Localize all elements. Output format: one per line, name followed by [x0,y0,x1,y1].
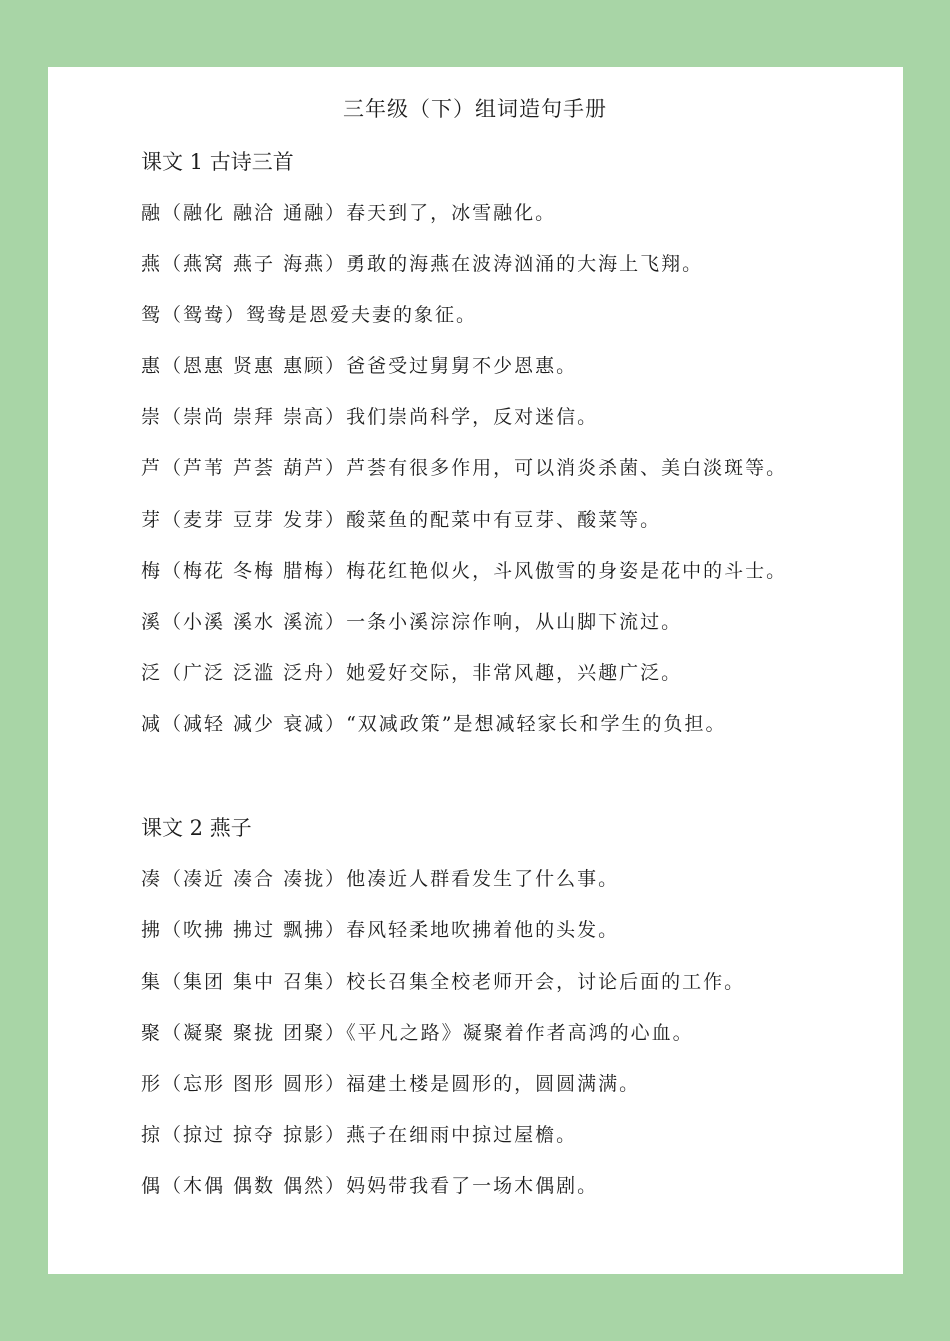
word-entry: 融（融化 融洽 通融）春天到了，冰雪融化。 [141,202,557,224]
section-heading-1: 课文 1 古诗三首 [141,150,294,174]
word-entry: 鸳（鸳鸯）鸳鸯是恩爱夫妻的象征。 [141,304,478,326]
word-entry: 惠（恩惠 贤惠 惠顾）爸爸受过舅舅不少恩惠。 [141,355,578,377]
section-heading-2: 课文 2 燕子 [141,816,252,840]
word-entry: 燕（燕窝 燕子 海燕）勇敢的海燕在波涛汹涌的大海上飞翔。 [141,253,704,275]
word-entry: 掠（掠过 掠夺 掠影）燕子在细雨中掠过屋檐。 [141,1124,578,1146]
word-entry: 芽（麦芽 豆芽 发芽）酸菜鱼的配菜中有豆芽、酸菜等。 [141,509,662,531]
word-entry: 凑（凑近 凑合 凑拢）他凑近人群看发生了什么事。 [141,868,620,890]
word-entry: 溪（小溪 溪水 溪流）一条小溪淙淙作响，从山脚下流过。 [141,611,683,633]
word-entry: 形（忘形 图形 圆形）福建土楼是圆形的，圆圆满满。 [141,1073,641,1095]
word-entry: 偶（木偶 偶数 偶然）妈妈带我看了一场木偶剧。 [141,1175,599,1197]
word-entry: 集（集团 集中 召集）校长召集全校老师开会，讨论后面的工作。 [141,971,746,993]
word-entry: 崇（崇尚 崇拜 崇高）我们崇尚科学，反对迷信。 [141,406,599,428]
word-entry: 泛（广泛 泛滥 泛舟）她爱好交际，非常风趣，兴趣广泛。 [141,662,683,684]
page-title: 三年级（下）组词造句手册 [343,97,607,121]
word-entry: 聚（凝聚 聚拢 团聚）《平凡之路》凝聚着作者高鸿的心血。 [141,1022,694,1044]
word-entry: 芦（芦苇 芦荟 葫芦）芦荟有很多作用，可以消炎杀菌、美白淡斑等。 [141,457,788,479]
word-entry: 梅（梅花 冬梅 腊梅）梅花红艳似火，斗风傲雪的身姿是花中的斗士。 [141,560,788,582]
word-entry: 减（减轻 减少 衰减）“双减政策”是想减轻家长和学生的负担。 [141,713,727,735]
word-entry: 拂（吹拂 拂过 飘拂）春风轻柔地吹拂着他的头发。 [141,919,620,941]
